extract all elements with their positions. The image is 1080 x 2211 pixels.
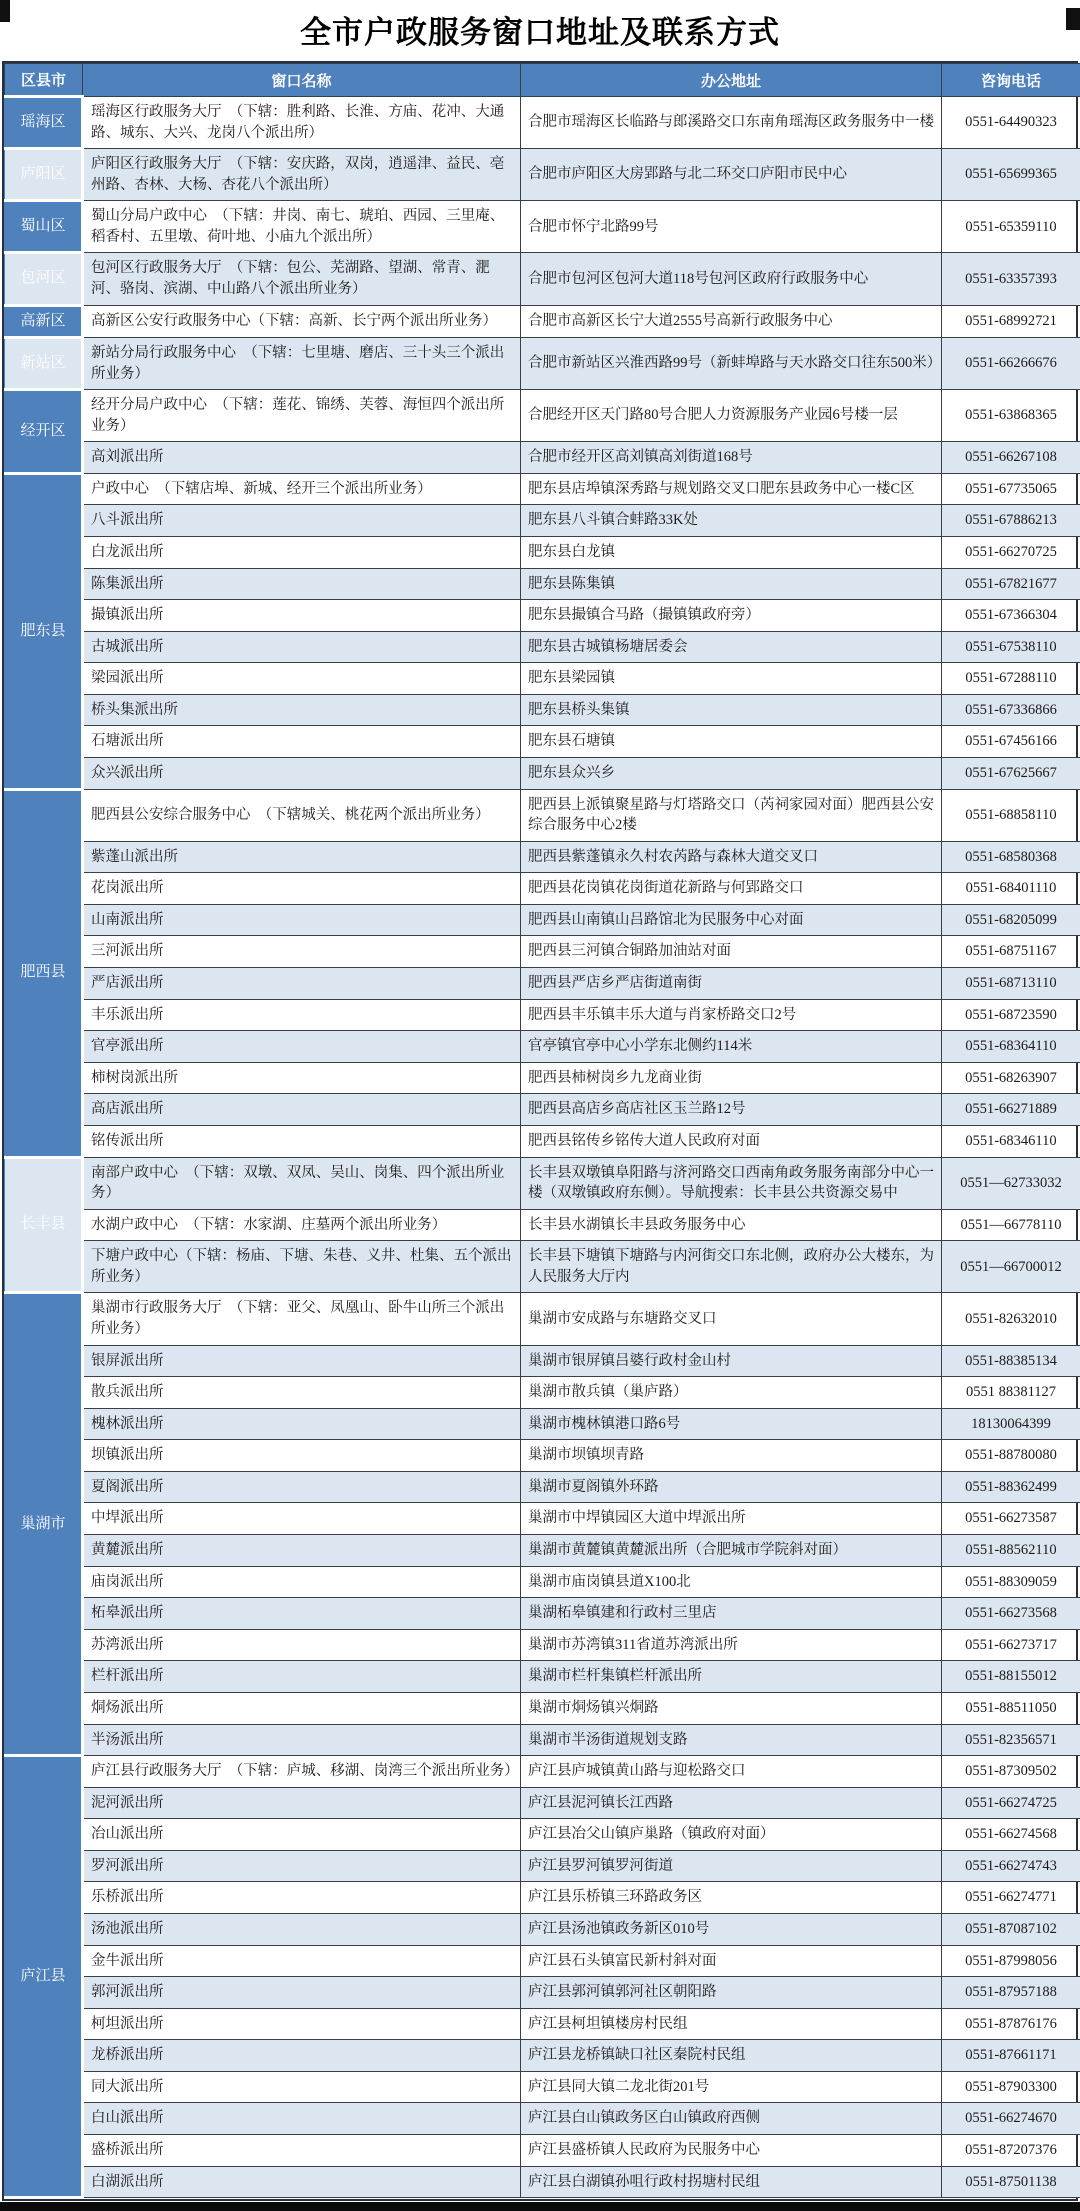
window-name-cell: 庐阳区行政服务大厅 （下辖：安庆路，双岗，逍遥津、益民、亳州路、杏林、大杨、杏花八个派出所） [83, 149, 521, 201]
phone-cell: 0551-68858110 [942, 789, 1080, 841]
address-cell: 巢湖市庙岗镇县道X100北 [521, 1566, 942, 1598]
district-cell: 庐江县 [5, 1756, 83, 2198]
phone-cell: 0551-66266676 [942, 337, 1080, 389]
phone-cell: 0551-87661171 [942, 2040, 1080, 2072]
table-row [5, 841, 1080, 873]
phone-cell: 0551-88309059 [942, 1566, 1080, 1598]
table-row [5, 694, 1080, 726]
phone-cell: 0551-64490323 [942, 97, 1080, 149]
address-cell: 巢湖柘皋镇建和行政村三里店 [521, 1598, 942, 1630]
header-row [5, 64, 1080, 97]
window-name-cell: 庙岗派出所 [83, 1566, 521, 1598]
window-name-cell: 散兵派出所 [83, 1377, 521, 1409]
table-row [5, 1293, 1080, 1345]
table-row [5, 1440, 1080, 1472]
table-row [5, 2166, 1080, 2198]
address-cell: 合肥市瑶海区长临路与郎溪路交口东南角瑶海区政务服务中一楼 [521, 97, 942, 149]
address-cell: 肥东县八斗镇合蚌路33K处 [521, 505, 942, 537]
address-cell: 巢湖市中垾镇园区大道中垾派出所 [521, 1503, 942, 1535]
address-cell: 巢湖市安成路与东塘路交叉口 [521, 1293, 942, 1345]
table-row [5, 253, 1080, 305]
address-cell: 庐江县罗河镇罗河街道 [521, 1850, 942, 1882]
window-name-cell: 巢湖市行政服务大厅 （下辖：亚父、凤凰山、卧牛山所三个派出所业务） [83, 1293, 521, 1345]
phone-cell: 0551-66273568 [942, 1598, 1080, 1630]
window-name-cell: 瑶海区行政服务大厅 （下辖：胜利路、长淮、方庙、花冲、大通路、城东、大兴、龙岗八个派出所） [83, 97, 521, 149]
window-name-cell: 水湖户政中心 （下辖：水家湖、庄墓两个派出所业务） [83, 1209, 521, 1241]
window-name-cell: 包河区行政服务大厅 （下辖：包公、芜湖路、望湖、常青、淝河、骆岗、滨湖、中山路八个派出所业务） [83, 253, 521, 305]
phone-cell: 0551-68205099 [942, 904, 1080, 936]
phone-cell: 0551—66700012 [942, 1241, 1080, 1293]
window-name-cell: 白湖派出所 [83, 2166, 521, 2198]
table-row [5, 1850, 1080, 1882]
phone-cell: 0551-67625667 [942, 758, 1080, 790]
table-row [5, 1345, 1080, 1377]
address-cell: 肥西县上派镇聚星路与灯塔路交口（芮祠家园对面）肥西县公安综合服务中心2楼 [521, 789, 942, 841]
table-row [5, 2040, 1080, 2072]
window-name-cell: 庐江县行政服务大厅 （下辖：庐城、移湖、岗湾三个派出所业务） [83, 1756, 521, 1788]
address-cell: 庐江县乐桥镇三环路政务区 [521, 1882, 942, 1914]
window-name-cell: 半汤派出所 [83, 1724, 521, 1756]
address-cell: 庐江县白湖镇孙咀行政村拐塘村民组 [521, 2166, 942, 2198]
window-name-cell: 肥西县公安综合服务中心 （下辖城关、桃花两个派出所业务） [83, 789, 521, 841]
window-name-cell: 汤池派出所 [83, 1913, 521, 1945]
table-row [5, 873, 1080, 905]
phone-cell: 18130064399 [942, 1408, 1080, 1440]
phone-cell: 0551-88385134 [942, 1345, 1080, 1377]
address-cell: 庐江县冶父山镇庐巢路（镇政府对面） [521, 1819, 942, 1851]
table-row [5, 1756, 1080, 1788]
table-row [5, 568, 1080, 600]
phone-cell: 0551-88155012 [942, 1661, 1080, 1693]
table-row [5, 1598, 1080, 1630]
window-name-cell: 高刘派出所 [83, 442, 521, 474]
table-row [5, 473, 1080, 505]
phone-cell: 0551-66274568 [942, 1819, 1080, 1851]
window-name-cell: 冶山派出所 [83, 1819, 521, 1851]
table-row [5, 149, 1080, 201]
phone-cell: 0551-67538110 [942, 631, 1080, 663]
window-name-cell: 烔炀派出所 [83, 1692, 521, 1724]
address-cell: 巢湖市半汤街道规划支路 [521, 1724, 942, 1756]
table-row [5, 2135, 1080, 2167]
phone-cell: 0551-66274725 [942, 1787, 1080, 1819]
window-name-cell: 花岗派出所 [83, 873, 521, 905]
phone-cell: 0551-68401110 [942, 873, 1080, 905]
window-name-cell: 高新区公安行政服务中心（下辖：高新、长宁两个派出所业务） [83, 305, 521, 337]
table-row [5, 1977, 1080, 2009]
table-row [5, 600, 1080, 632]
phone-cell: 0551-67821677 [942, 568, 1080, 600]
table-row [5, 758, 1080, 790]
table-row [5, 2103, 1080, 2135]
window-name-cell: 山南派出所 [83, 904, 521, 936]
table-row [5, 1724, 1080, 1756]
window-name-cell: 同大派出所 [83, 2071, 521, 2103]
phone-cell: 0551-66273587 [942, 1503, 1080, 1535]
phone-cell: 0551—66778110 [942, 1209, 1080, 1241]
table-row [5, 97, 1080, 149]
table-row [5, 1157, 1080, 1209]
window-name-cell: 坝镇派出所 [83, 1440, 521, 1472]
window-name-cell: 官亭派出所 [83, 1031, 521, 1063]
address-cell: 肥西县花岗镇花岗街道花新路与何郢路交口 [521, 873, 942, 905]
phone-cell: 0551-87876176 [942, 2008, 1080, 2040]
phone-cell: 0551-66274771 [942, 1882, 1080, 1914]
table-row [5, 505, 1080, 537]
address-cell: 巢湖市散兵镇（巢庐路） [521, 1377, 942, 1409]
table-row [5, 968, 1080, 1000]
phone-cell: 0551-63868365 [942, 390, 1080, 442]
header-district: 区县市 [5, 64, 83, 97]
window-name-cell: 三河派出所 [83, 936, 521, 968]
address-cell: 巢湖市苏湾镇311省道苏湾派出所 [521, 1629, 942, 1661]
address-cell: 庐江县石头镇富民新村斜对面 [521, 1945, 942, 1977]
window-name-cell: 经开分局户政中心 （下辖：莲花、锦绣、芙蓉、海恒四个派出所业务） [83, 390, 521, 442]
phone-cell: 0551-87309502 [942, 1756, 1080, 1788]
window-name-cell: 乐桥派出所 [83, 1882, 521, 1914]
address-cell: 庐江县泥河镇长江西路 [521, 1787, 942, 1819]
corner-mark-left [0, 0, 10, 22]
table-row [5, 305, 1080, 337]
table-row [5, 1209, 1080, 1241]
page-title: 全市户政服务窗口地址及联系方式 [0, 0, 1080, 61]
phone-cell: 0551-68580368 [942, 841, 1080, 873]
table-row [5, 1503, 1080, 1535]
phone-cell: 0551-63357393 [942, 253, 1080, 305]
address-cell: 庐江县同大镇二龙北街201号 [521, 2071, 942, 2103]
phone-cell: 0551-68346110 [942, 1125, 1080, 1157]
address-cell: 肥东县古城镇杨塘居委会 [521, 631, 942, 663]
window-name-cell: 古城派出所 [83, 631, 521, 663]
phone-cell: 0551-66273717 [942, 1629, 1080, 1661]
district-cell: 巢湖市 [5, 1293, 83, 1756]
address-cell: 肥西县铭传乡铭传大道人民政府对面 [521, 1125, 942, 1157]
address-cell: 庐江县龙桥镇缺口社区秦院村民组 [521, 2040, 942, 2072]
phone-cell: 0551-66274670 [942, 2103, 1080, 2135]
window-name-cell: 八斗派出所 [83, 505, 521, 537]
phone-cell: 0551 88381127 [942, 1377, 1080, 1409]
window-name-cell: 栏杆派出所 [83, 1661, 521, 1693]
bottom-bar [0, 2202, 1080, 2211]
address-cell: 庐江县郭河镇郭河社区朝阳路 [521, 1977, 942, 2009]
table-row [5, 1913, 1080, 1945]
phone-cell: 0551-87501138 [942, 2166, 1080, 2198]
address-cell: 庐江县汤池镇政务新区010号 [521, 1913, 942, 1945]
table-row [5, 936, 1080, 968]
table-row [5, 663, 1080, 695]
table-row [5, 2071, 1080, 2103]
address-cell: 肥东县石塘镇 [521, 726, 942, 758]
table-row [5, 1819, 1080, 1851]
window-name-cell: 泥河派出所 [83, 1787, 521, 1819]
table-row [5, 1062, 1080, 1094]
phone-cell: 0551-66267108 [942, 442, 1080, 474]
address-cell: 肥西县紫蓬镇永久村农芮路与森林大道交叉口 [521, 841, 942, 873]
table-row [5, 337, 1080, 389]
address-cell: 肥东县白龙镇 [521, 536, 942, 568]
address-cell: 肥西县高店乡高店社区玉兰路12号 [521, 1094, 942, 1126]
address-cell: 巢湖市夏阁镇外环路 [521, 1471, 942, 1503]
table-row [5, 1629, 1080, 1661]
phone-cell: 0551-87998056 [942, 1945, 1080, 1977]
phone-cell: 0551-68364110 [942, 1031, 1080, 1063]
address-cell: 合肥市庐阳区大房郢路与北二环交口庐阳市民中心 [521, 149, 942, 201]
header-window-name: 窗口名称 [83, 64, 521, 97]
phone-cell: 0551-66270725 [942, 536, 1080, 568]
window-name-cell: 铭传派出所 [83, 1125, 521, 1157]
contact-table-wrapper [2, 61, 1078, 2201]
phone-cell: 0551-68723590 [942, 999, 1080, 1031]
address-cell: 肥东县撮镇合马路（撮镇镇政府旁） [521, 600, 942, 632]
phone-cell: 0551-67456166 [942, 726, 1080, 758]
phone-cell: 0551-87957188 [942, 1977, 1080, 2009]
address-cell: 肥西县丰乐镇丰乐大道与肖家桥路交口2号 [521, 999, 942, 1031]
address-cell: 合肥经开区天门路80号合肥人力资源服务产业园6号楼一层 [521, 390, 942, 442]
table-row [5, 390, 1080, 442]
window-name-cell: 黄麓派出所 [83, 1535, 521, 1567]
window-name-cell: 撮镇派出所 [83, 600, 521, 632]
window-name-cell: 白龙派出所 [83, 536, 521, 568]
window-name-cell: 金牛派出所 [83, 1945, 521, 1977]
table-row [5, 631, 1080, 663]
address-cell: 合肥市新站区兴淮西路99号（新蚌埠路与天水路交口往东500米） [521, 337, 942, 389]
district-cell: 经开区 [5, 390, 83, 474]
address-cell: 合肥市高新区长宁大道2555号高新行政服务中心 [521, 305, 942, 337]
corner-mark-right [1066, 8, 1080, 30]
address-cell: 肥东县店埠镇深秀路与规划路交叉口肥东县政务中心一楼C区 [521, 473, 942, 505]
window-name-cell: 白山派出所 [83, 2103, 521, 2135]
window-name-cell: 石塘派出所 [83, 726, 521, 758]
table-row [5, 726, 1080, 758]
window-name-cell: 梁园派出所 [83, 663, 521, 695]
window-name-cell: 丰乐派出所 [83, 999, 521, 1031]
table-row [5, 999, 1080, 1031]
phone-cell: 0551-82356571 [942, 1724, 1080, 1756]
window-name-cell: 桥头集派出所 [83, 694, 521, 726]
window-name-cell: 新站分局行政服务中心 （下辖：七里塘、磨店、三十头三个派出所业务） [83, 337, 521, 389]
table-body [5, 97, 1080, 2198]
table-row [5, 1125, 1080, 1157]
address-cell: 庐江县白山镇政务区白山镇政府西侧 [521, 2103, 942, 2135]
address-cell: 长丰县下塘镇下塘路与内河街交口东北侧，政府办公大楼东，为人民服务大厅内 [521, 1241, 942, 1293]
address-cell: 肥东县众兴乡 [521, 758, 942, 790]
address-cell: 巢湖市栏杆集镇栏杆派出所 [521, 1661, 942, 1693]
district-cell: 高新区 [5, 305, 83, 337]
table-row [5, 1377, 1080, 1409]
phone-cell: 0551-88780080 [942, 1440, 1080, 1472]
phone-cell: 0551-68992721 [942, 305, 1080, 337]
table-row [5, 1566, 1080, 1598]
table-row [5, 1661, 1080, 1693]
address-cell: 肥西县山南镇山吕路馆北为民服务中心对面 [521, 904, 942, 936]
window-name-cell: 众兴派出所 [83, 758, 521, 790]
table-row [5, 1241, 1080, 1293]
window-name-cell: 盛桥派出所 [83, 2135, 521, 2167]
address-cell: 肥东县梁园镇 [521, 663, 942, 695]
table-row [5, 1094, 1080, 1126]
window-name-cell: 罗河派出所 [83, 1850, 521, 1882]
header-phone: 咨询电话 [942, 64, 1080, 97]
window-name-cell: 柯坦派出所 [83, 2008, 521, 2040]
window-name-cell: 槐林派出所 [83, 1408, 521, 1440]
phone-cell: 0551-66271889 [942, 1094, 1080, 1126]
address-cell: 巢湖市银屏镇吕婆行政村金山村 [521, 1345, 942, 1377]
address-cell: 巢湖市槐林镇港口路6号 [521, 1408, 942, 1440]
phone-cell: 0551-65699365 [942, 149, 1080, 201]
table-row [5, 201, 1080, 253]
window-name-cell: 严店派出所 [83, 968, 521, 1000]
window-name-cell: 郭河派出所 [83, 1977, 521, 2009]
window-name-cell: 户政中心 （下辖店埠、新城、经开三个派出所业务） [83, 473, 521, 505]
district-cell: 肥东县 [5, 473, 83, 789]
phone-cell: 0551-87207376 [942, 2135, 1080, 2167]
phone-cell: 0551-68751167 [942, 936, 1080, 968]
district-cell: 肥西县 [5, 789, 83, 1157]
table-row [5, 1471, 1080, 1503]
address-cell: 巢湖市坝镇坝青路 [521, 1440, 942, 1472]
window-name-cell: 陈集派出所 [83, 568, 521, 600]
table-row [5, 2008, 1080, 2040]
address-cell: 合肥市怀宁北路99号 [521, 201, 942, 253]
address-cell: 巢湖市烔炀镇兴烔路 [521, 1692, 942, 1724]
table-row [5, 904, 1080, 936]
address-cell: 肥西县严店乡严店街道南街 [521, 968, 942, 1000]
phone-cell: 0551-88511050 [942, 1692, 1080, 1724]
table-row [5, 789, 1080, 841]
phone-cell: 0551-87903300 [942, 2071, 1080, 2103]
address-cell: 肥西县三河镇合铜路加油站对面 [521, 936, 942, 968]
phone-cell: 0551-87087102 [942, 1913, 1080, 1945]
phone-cell: 0551-67288110 [942, 663, 1080, 695]
header-address: 办公地址 [521, 64, 942, 97]
table-row [5, 1945, 1080, 1977]
phone-cell: 0551-67336866 [942, 694, 1080, 726]
address-cell: 庐江县庐城镇黄山路与迎松路交口 [521, 1756, 942, 1788]
table-row [5, 1408, 1080, 1440]
table-row [5, 1882, 1080, 1914]
address-cell: 肥东县陈集镇 [521, 568, 942, 600]
table-row [5, 1692, 1080, 1724]
window-name-cell: 柘皋派出所 [83, 1598, 521, 1630]
phone-cell: 0551-82632010 [942, 1293, 1080, 1345]
phone-cell: 0551-66274743 [942, 1850, 1080, 1882]
phone-cell: 0551-65359110 [942, 201, 1080, 253]
address-cell: 长丰县水湖镇长丰县政务服务中心 [521, 1209, 942, 1241]
address-cell: 肥西县柿树岗乡九龙商业街 [521, 1062, 942, 1094]
window-name-cell: 苏湾派出所 [83, 1629, 521, 1661]
contact-table [4, 63, 1080, 2199]
district-cell: 庐阳区 [5, 149, 83, 201]
window-name-cell: 柿树岗派出所 [83, 1062, 521, 1094]
table-row [5, 442, 1080, 474]
window-name-cell: 夏阁派出所 [83, 1471, 521, 1503]
phone-cell: 0551-67886213 [942, 505, 1080, 537]
phone-cell: 0551-68713110 [942, 968, 1080, 1000]
address-cell: 合肥市包河区包河大道118号包河区政府行政服务中心 [521, 253, 942, 305]
window-name-cell: 高店派出所 [83, 1094, 521, 1126]
address-cell: 官亭镇官亭中心小学东北侧约114米 [521, 1031, 942, 1063]
district-cell: 新站区 [5, 337, 83, 389]
table-row [5, 1535, 1080, 1567]
address-cell: 庐江县柯坦镇楼房村民组 [521, 2008, 942, 2040]
phone-cell: 0551-68263907 [942, 1062, 1080, 1094]
table-row [5, 536, 1080, 568]
window-name-cell: 南部户政中心 （下辖：双墩、双凤、吴山、岗集、四个派出所业务） [83, 1157, 521, 1209]
window-name-cell: 紫蓬山派出所 [83, 841, 521, 873]
phone-cell: 0551-88562110 [942, 1535, 1080, 1567]
district-cell: 长丰县 [5, 1157, 83, 1293]
district-cell: 瑶海区 [5, 97, 83, 149]
district-cell: 蜀山区 [5, 201, 83, 253]
phone-cell: 0551-88362499 [942, 1471, 1080, 1503]
address-cell: 巢湖市黄麓镇黄麓派出所（合肥城市学院斜对面） [521, 1535, 942, 1567]
phone-cell: 0551-67366304 [942, 600, 1080, 632]
table-row [5, 1787, 1080, 1819]
window-name-cell: 蜀山分局户政中心 （下辖：井岗、南七、琥珀、西园、三里庵、稻香村、五里墩、荷叶地、小庙九个派出所） [83, 201, 521, 253]
window-name-cell: 下塘户政中心（下辖：杨庙、下塘、朱巷、义井、杜集、五个派出所业务） [83, 1241, 521, 1293]
address-cell: 合肥市经开区高刘镇高刘街道168号 [521, 442, 942, 474]
district-cell: 包河区 [5, 253, 83, 305]
phone-cell: 0551—62733032 [942, 1157, 1080, 1209]
address-cell: 肥东县桥头集镇 [521, 694, 942, 726]
address-cell: 长丰县双墩镇阜阳路与济河路交口西南角政务服务南部分中心一楼（双墩镇政府东侧）。导航搜索：长丰县公共资源交易中 [521, 1157, 942, 1209]
table-row [5, 1031, 1080, 1063]
window-name-cell: 银屏派出所 [83, 1345, 521, 1377]
phone-cell: 0551-67735065 [942, 473, 1080, 505]
window-name-cell: 中垾派出所 [83, 1503, 521, 1535]
window-name-cell: 龙桥派出所 [83, 2040, 521, 2072]
address-cell: 庐江县盛桥镇人民政府为民服务中心 [521, 2135, 942, 2167]
